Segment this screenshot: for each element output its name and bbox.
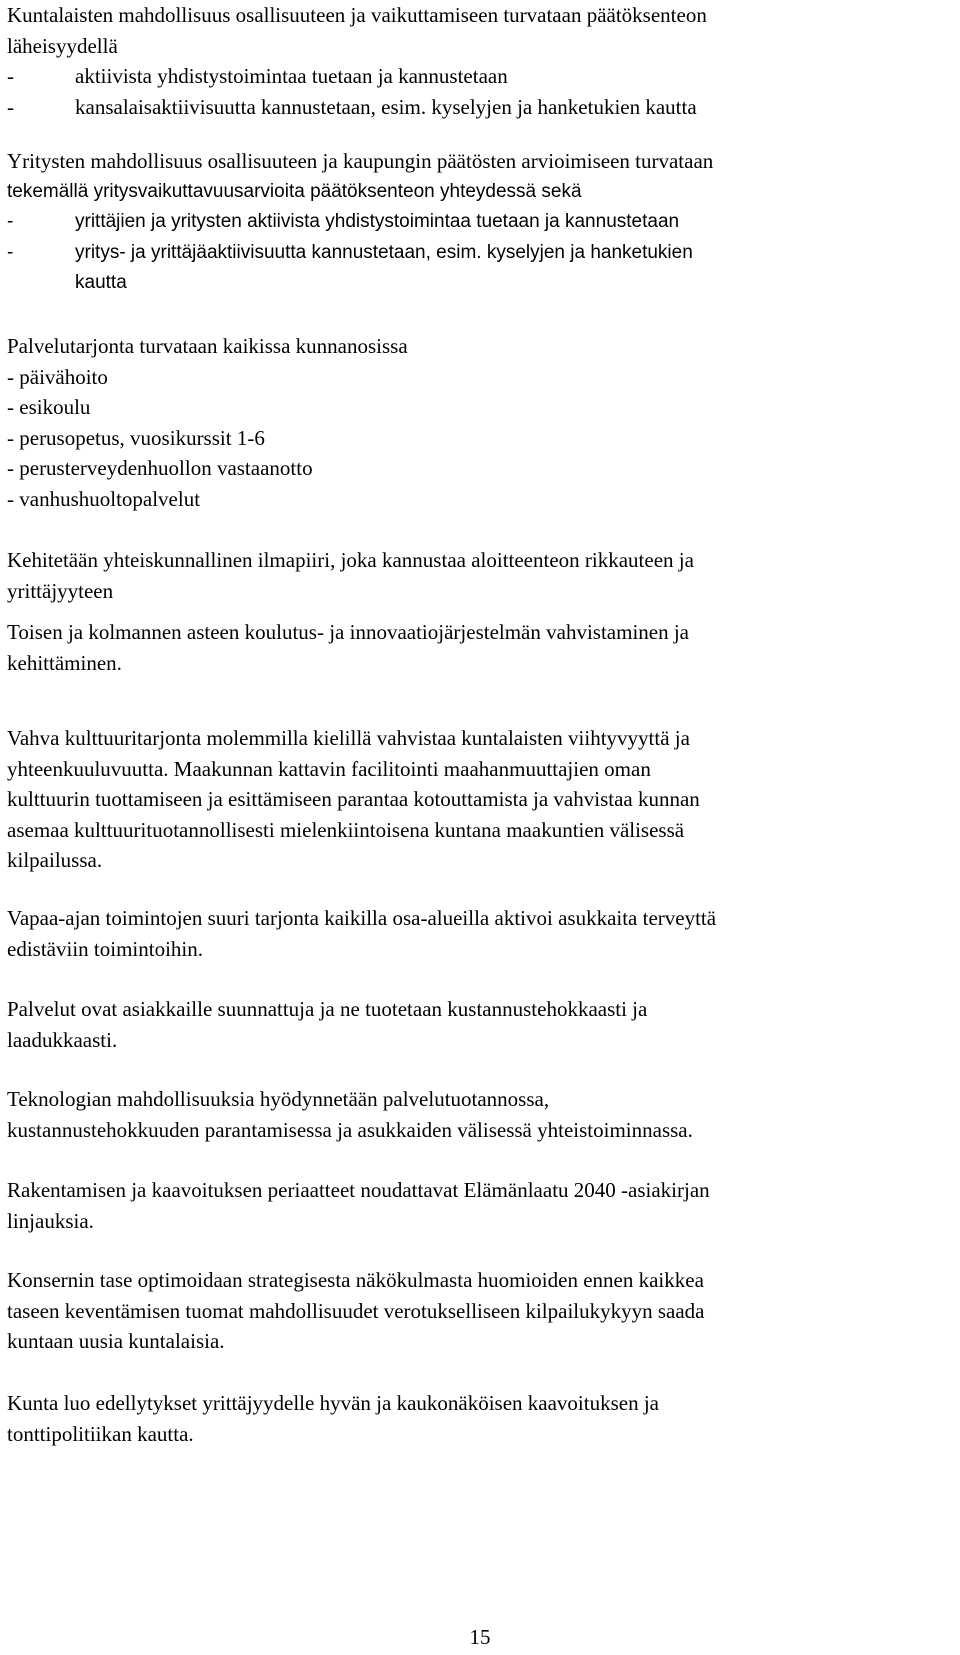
text-line: Toisen ja kolmannen asteen koulutus- ja innovaatiojärjestelmän vahvistaminen ja (7, 620, 690, 644)
text-line: Rakentamisen ja kaavoituksen periaatteet noudattavat Elämänlaatu 2040 -asiakirjan (7, 1178, 710, 1202)
text-line: taseen keventämisen tuomat mahdollisuudet verotukselliseen kilpailukykyyn saada (7, 1298, 705, 1323)
bullet-item (7, 92, 952, 123)
text-line: tekemällä yritysvaikuttavuusarvioita päätöksenteon yhteydessä sekä (7, 180, 582, 202)
paragraph (7, 1388, 952, 1449)
text-line: asemaa kulttuurituotannollisesti mielenkiintoisena kuntana maakuntien välisessä (7, 817, 685, 842)
section-citizen-participation (7, 0, 952, 122)
bullet-marker: - (7, 211, 14, 233)
paragraph (7, 617, 952, 678)
text-line: Vahva kulttuuritarjonta molemmilla kielillä vahvistaa kuntalaisten viihtyvyyttä ja (7, 726, 690, 750)
paragraph (7, 1175, 952, 1236)
list-item: - esikoulu (7, 395, 91, 420)
paragraph (7, 994, 952, 1055)
bullet-text: yrittäjien ja yritysten aktiivista yhdistystoimintaa tuetaan ja kannustetaan (75, 211, 680, 233)
text-line: Yritysten mahdollisuus osallisuuteen ja kaupungin päätösten arvioimiseen turvataan (7, 149, 714, 173)
list-item: - päivähoito (7, 364, 108, 389)
text-line: linjauksia. (7, 1208, 94, 1233)
bullet-marker: - (7, 94, 14, 119)
text-line: läheisyydellä (7, 33, 118, 58)
section-service-offering (7, 331, 952, 515)
text-line: kulttuurin tuottamiseen ja esittämiseen parantaa kotouttamista ja vahvistaa kunnan (7, 787, 700, 812)
paragraph (7, 1084, 952, 1145)
bullet-continuation: kautta (75, 272, 127, 294)
text-line: kilpailussa. (7, 848, 103, 873)
text-line: Palvelut ovat asiakkaille suunnattuja ja ne tuotetaan kustannustehokkaasti ja (7, 997, 648, 1021)
text-line: edistäviin toimintoihin. (7, 936, 203, 961)
text-line: Palvelutarjonta turvataan kaikissa kunnanosissa (7, 334, 408, 358)
paragraph (7, 545, 952, 606)
section-business-participation (7, 146, 952, 299)
bullet-marker: - (7, 64, 14, 89)
bullet-item (7, 207, 952, 238)
paragraph (7, 723, 952, 876)
text-line: Vapaa-ajan toimintojen suuri tarjonta kaikilla osa-alueilla aktivoi asukkaita terveyttä (7, 906, 717, 930)
text-line: Konsernin tase optimoidaan strategisesta näkökulmasta huomioiden ennen kaikkea (7, 1268, 704, 1292)
text-line: yhteenkuuluvuutta. Maakunnan kattavin facilitointi maahanmuuttajien oman (7, 756, 651, 781)
bullet-item (7, 238, 952, 269)
list-item: - perusopetus, vuosikurssit 1-6 (7, 425, 265, 450)
paragraph (7, 903, 952, 964)
paragraph (7, 1265, 952, 1357)
bullet-text: aktiivista yhdistystoimintaa tuetaan ja kannustetaan (75, 64, 508, 89)
bullet-text: yritys- ja yrittäjäaktiivisuutta kannustetaan, esim. kyselyjen ja hanketukien (75, 241, 693, 263)
text-line: Kuntalaisten mahdollisuus osallisuuteen ja vaikuttamiseen turvataan päätöksenteon (7, 3, 707, 27)
text-line: yrittäjyyteen (7, 578, 114, 603)
text-line: Kunta luo edellytykset yrittäjyydelle hyvän ja kaukonäköisen kaavoituksen ja (7, 1391, 659, 1415)
list-item: - vanhushuoltopalvelut (7, 486, 201, 511)
text-line: kehittäminen. (7, 650, 122, 675)
page-number: 15 (469, 1625, 491, 1649)
text-line: kuntaan uusia kuntalaisia. (7, 1329, 225, 1354)
bullet-item (7, 61, 952, 92)
text-line: Teknologian mahdollisuuksia hyödynnetään palvelutuotannossa, (7, 1087, 550, 1111)
bullet-marker: - (7, 241, 14, 263)
text-line: Kehitetään yhteiskunnallinen ilmapiiri, joka kannustaa aloitteenteon rikkauteen ja (7, 548, 694, 572)
list-item: - perusterveydenhuollon vastaanotto (7, 456, 313, 481)
bullet-text: kansalaisaktiivisuutta kannustetaan, esim. kyselyjen ja hanketukien kautta (75, 94, 697, 119)
text-line: kustannustehokkuuden parantamisessa ja asukkaiden välisessä yhteistoiminnassa. (7, 1117, 693, 1142)
text-line: laadukkaasti. (7, 1027, 118, 1052)
text-line: tonttipolitiikan kautta. (7, 1421, 194, 1446)
